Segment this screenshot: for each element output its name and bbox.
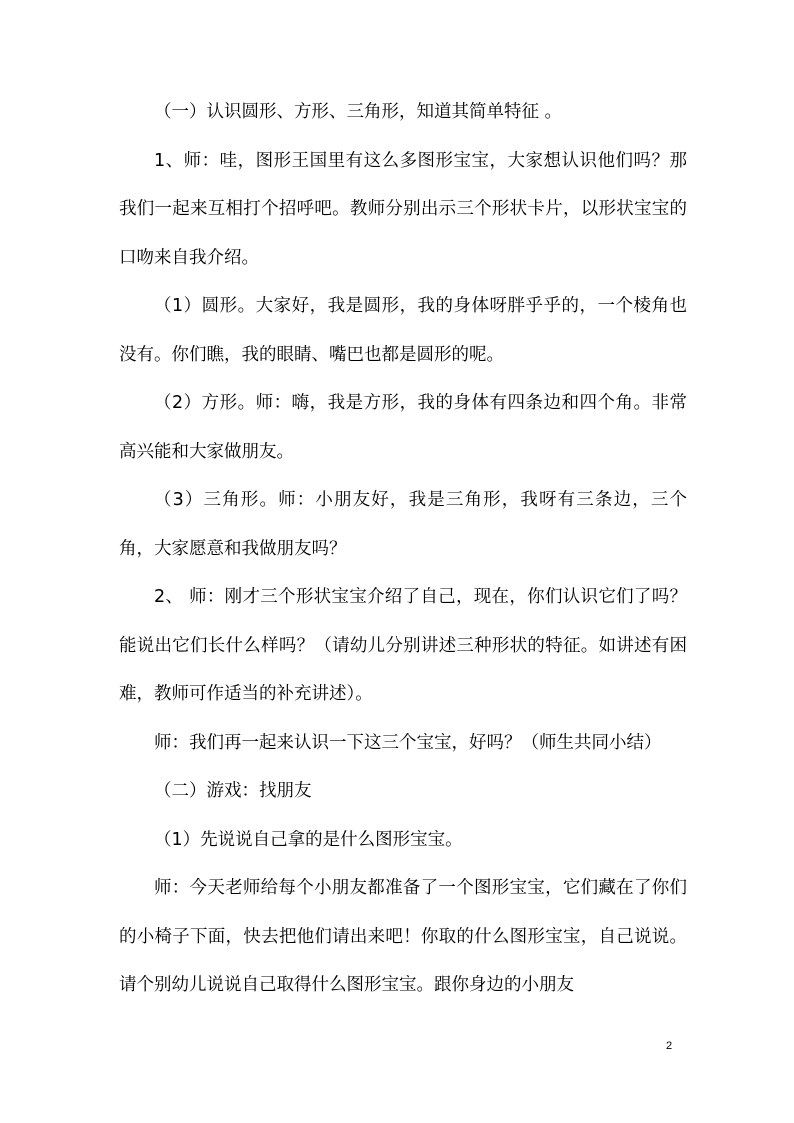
paragraph-game-step-1: （1）先说说自己拿的是什么图形宝宝。 [154,829,463,850]
page-number: 2 [666,1040,673,1052]
paragraph-game-instructions: 师：今天老师给每个小朋友都准备了一个图形宝宝，它们藏在了你们的小椅子下面，快去把他们请出来吧！你取的什么图形宝宝，自己说说。请个别幼儿说说自己取得什么图形宝宝。跟你身边的小朋友 [119,878,687,995]
paragraph-2: 2、 师：刚才三个形状宝宝介绍了自己，现在，你们认识它们了吗？能说出它们长什么样吗？（请幼儿分别讲述三种形状的特征。如讲述有困难，教师可作适当的补充讲述）。 [119,587,687,704]
paragraph-summary: 师：我们再一起来认识一下这三个宝宝，好吗？（师生共同小结） [154,732,662,753]
paragraph-circle: （1）圆形。大家好，我是圆形，我的身体呀胖乎乎的，一个棱角也没有。你们瞧，我的眼睛、嘴巴也都是圆形的呢。 [119,296,687,365]
section-heading-1: （一）认识圆形、方形、三角形，知道其简单特征 。 [154,102,563,122]
paragraph-triangle: （3）三角形。师：小朋友好，我是三角形，我呀有三条边，三个角，大家愿意和我做朋友吗？ [119,490,687,559]
paragraph-1: 1、师：哇，图形王国里有这么多图形宝宝，大家想认识他们吗？那我们一起来互相打个招呼吧。教师分别出示三个形状卡片，以形状宝宝的口吻来自我介绍。 [119,150,687,268]
section-heading-2: （二）游戏：找朋友 [154,781,312,801]
paragraph-square: （2）方形。师：嗨，我是方形，我的身体有四条边和四个角。非常高兴能和大家做朋友。 [119,393,687,462]
document-body [119,88,687,1010]
